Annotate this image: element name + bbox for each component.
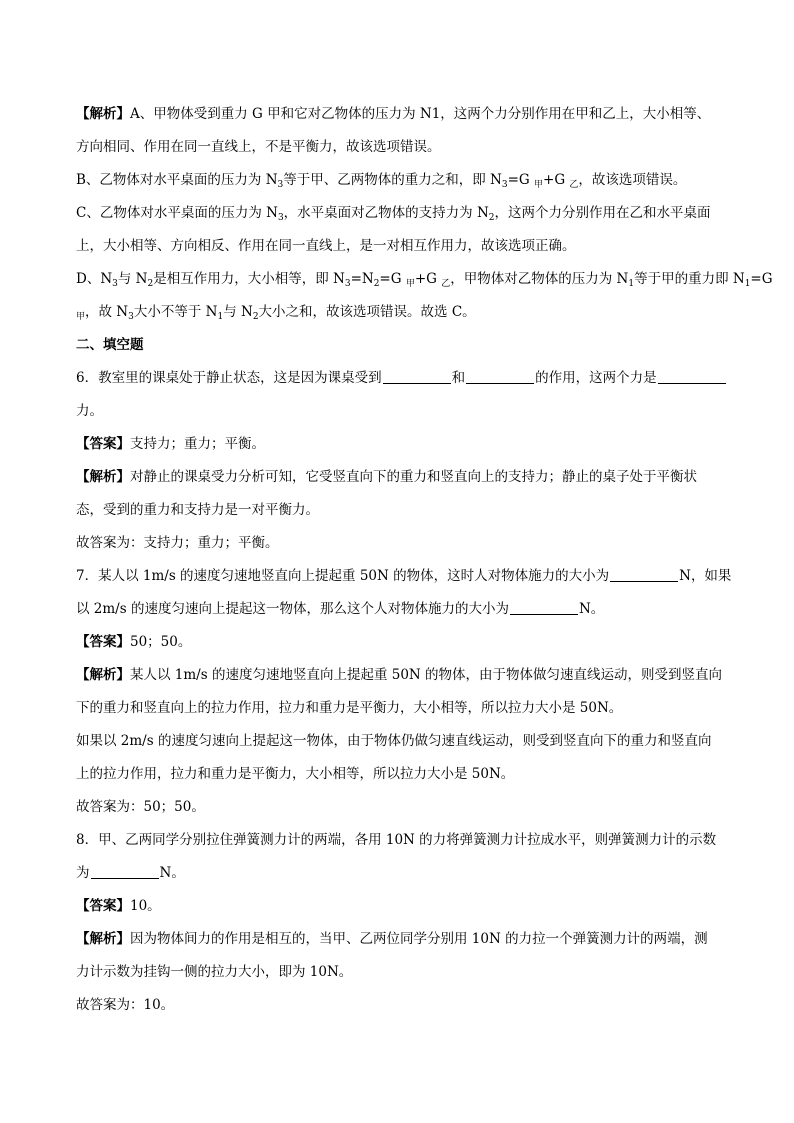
text-run: C、乙物体对水平桌面的压力为 N (76, 205, 278, 221)
text-run: 以 2m/s 的速度匀速向上提起这一物体，那么这个人对物体施力的大小为 (76, 601, 509, 617)
text-line (76, 428, 722, 461)
bold-label: 【答案】 (76, 436, 130, 452)
subscript: 1 (628, 279, 635, 289)
text-run: 大小之和，故该选项错误。故选 C。 (258, 304, 476, 320)
bold-label: 【答案】 (76, 634, 130, 650)
subscript: 2 (373, 279, 380, 289)
subscript: 3 (277, 213, 284, 223)
text-line (76, 560, 732, 593)
text-run: N。 (159, 865, 185, 881)
text-run: +G (543, 172, 570, 188)
text-run: =G (379, 271, 406, 287)
text-line (76, 626, 722, 659)
text-run: 的作用，这两个力是 (535, 370, 657, 386)
text-line (76, 527, 722, 560)
text-run: 等于甲的重力即 N (634, 271, 745, 287)
answer-blank (658, 369, 726, 384)
text-run: 对静止的课桌受力分析可知，它受竖直向下的重力和竖直向上的支持力；静止的桌子处于平衡状 (130, 469, 697, 485)
subscript: 2 (488, 213, 495, 223)
text-line (76, 395, 722, 428)
subscript: 1 (217, 312, 224, 322)
text-line (76, 923, 722, 956)
text-run: 力。 (76, 403, 103, 419)
text-run: D、N (76, 271, 113, 287)
bold-label: 【解析】 (76, 469, 130, 485)
subscript: 3 (344, 279, 351, 289)
document-body (76, 98, 773, 1022)
text-line (76, 362, 722, 395)
text-line (76, 593, 722, 626)
text-line (76, 230, 722, 263)
answer-blank (510, 600, 578, 615)
text-line (76, 329, 722, 362)
text-run: ，故 N (85, 304, 129, 320)
text-run: 大小不等于 N (133, 304, 218, 320)
text-run: 与 N (117, 271, 148, 287)
text-run: 某人以 1m/s 的速度匀速地竖直向上提起重 50N 的物体，由于物体做匀速直线运动，则受到竖直向 (130, 667, 723, 683)
answer-blank (91, 864, 159, 879)
text-line (76, 263, 773, 296)
bold-label: 【解析】 (76, 931, 130, 947)
subscript: 甲 (405, 279, 415, 289)
text-run: 50；50。 (130, 634, 192, 650)
bold-label: 【答案】 (76, 898, 130, 914)
text-run: ，这两个力分别作用在乙和水平桌面 (494, 205, 711, 221)
text-run: 6．教室里的课桌处于静止状态，这是因为课桌受到 (76, 370, 382, 386)
text-run: 下的重力和竖直向上的拉力作用，拉力和重力是平衡力，大小相等，所以拉力大小是 50N。 (76, 700, 623, 716)
text-run: 上，大小相等、方向相反、作用在同一直线上，是一对相互作用力，故该选项正确。 (76, 238, 576, 254)
subscript: 3 (112, 279, 118, 289)
text-run: 如果以 2m/s 的速度匀速向上提起这一物体，由于物体仍做匀速直线运动，则受到竖直向下的重力和竖直向 (76, 733, 712, 749)
subscript: 3 (128, 312, 134, 322)
answer-blank (466, 369, 534, 384)
text-run: 是相互作用力，大小相等，即 N (153, 271, 345, 287)
text-run: 等于甲、乙两物体的重力之和，即 N (283, 172, 502, 188)
text-run: N，如果 (679, 568, 732, 584)
text-line (76, 98, 722, 131)
text-line (76, 164, 722, 197)
text-line (76, 461, 722, 494)
text-run: =G (507, 172, 534, 188)
answer-blank (383, 369, 451, 384)
text-line (76, 692, 722, 725)
subscript: 2 (252, 312, 259, 322)
text-run: 和 (451, 370, 466, 386)
text-run: 10。 (130, 898, 161, 914)
text-run: 7．某人以 1m/s 的速度匀速地竖直向上提起重 50N 的物体，这时人对物体施力的大小为 (76, 568, 610, 584)
text-line (76, 857, 722, 890)
text-run: A、甲物体受到重力 G 甲和它对乙物体的压力为 N1，这两个力分别作用在甲和乙上，大小相等、 (130, 106, 711, 122)
subscript: 1 (744, 279, 751, 289)
text-line (76, 197, 722, 230)
text-line (76, 824, 722, 857)
text-line (76, 989, 722, 1022)
text-run: ，水平桌面对乙物体的支持力为 N (283, 205, 489, 221)
text-run: 支持力；重力；平衡。 (130, 436, 265, 452)
text-line (76, 494, 722, 527)
text-run: 力计示数为挂钩一侧的拉力大小，即为 10N。 (76, 964, 353, 980)
text-run: ，甲物体对乙物体的压力为 N (450, 271, 629, 287)
text-run: =G (750, 271, 773, 287)
subscript: 乙 (569, 180, 579, 190)
subscript: 3 (501, 180, 508, 190)
text-run: 与 N (223, 304, 253, 320)
text-run: 上的拉力作用，拉力和重力是平衡力，大小相等，所以拉力大小是 50N。 (76, 766, 515, 782)
text-line (76, 131, 722, 164)
text-run: B、乙物体对水平桌面的压力为 N (76, 172, 278, 188)
text-run: 8．甲、乙两同学分别拉住弹簧测力计的两端，各用 10N 的力将弹簧测力计拉成水平，则弹簧测力计的示数 (76, 832, 717, 848)
subscript: 2 (147, 279, 154, 289)
text-line (76, 659, 722, 692)
bold-label: 【解析】 (76, 106, 130, 122)
text-run: 为 (76, 865, 90, 881)
answer-blank (610, 567, 678, 582)
bold-label: 二、填空题 (76, 337, 144, 353)
subscript: 乙 (441, 279, 451, 289)
subscript: 甲 (76, 312, 86, 322)
text-run: +G (414, 271, 442, 287)
text-run: =N (350, 271, 374, 287)
text-line (76, 956, 722, 989)
text-run: 方向相同、作用在同一直线上，不是平衡力，故该选项错误。 (76, 139, 441, 155)
text-line (76, 725, 722, 758)
text-run: ，故该选项错误。 (578, 172, 687, 188)
subscript: 3 (277, 180, 284, 190)
text-run: 故答案为：支持力；重力；平衡。 (76, 535, 279, 551)
text-run: 态，受到的重力和支持力是一对平衡力。 (76, 502, 319, 518)
text-run: 故答案为：50；50。 (76, 799, 205, 815)
text-line (76, 890, 722, 923)
text-line (76, 791, 722, 824)
bold-label: 【解析】 (76, 667, 130, 683)
text-line (76, 296, 722, 329)
text-line (76, 758, 722, 791)
text-run: N。 (578, 601, 605, 617)
subscript: 甲 (534, 180, 544, 190)
text-run: 因为物体间力的作用是相互的，当甲、乙两位同学分别用 10N 的力拉一个弹簧测力计的两端，测 (130, 931, 708, 947)
text-run: 故答案为：10。 (76, 997, 175, 1013)
